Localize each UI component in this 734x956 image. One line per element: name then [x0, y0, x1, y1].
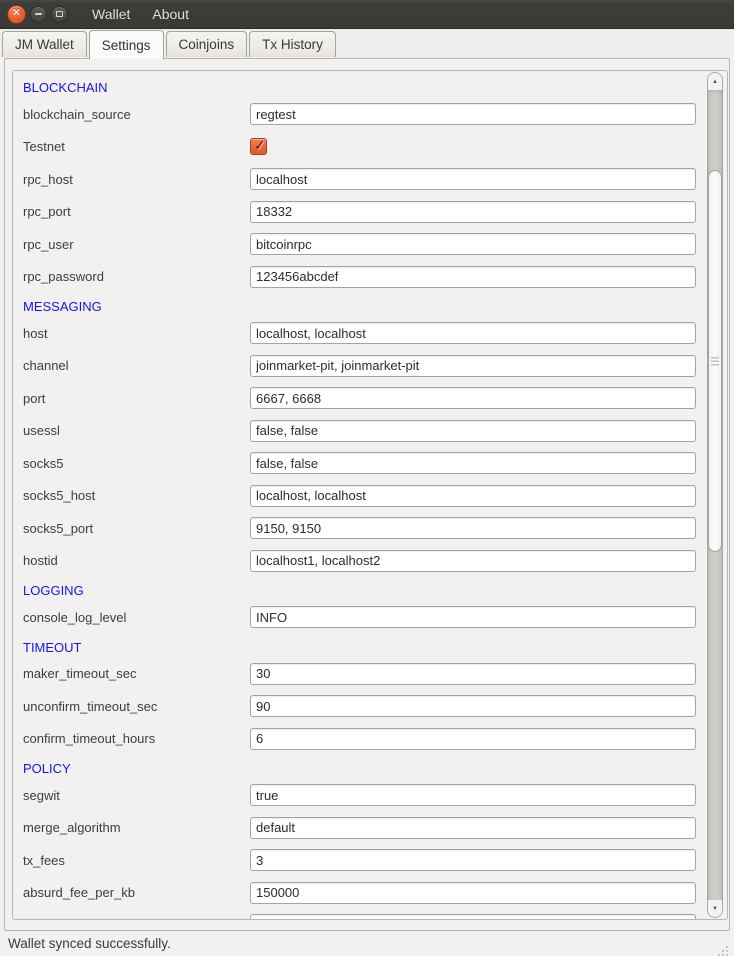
- setting-label-confirm-timeout-hours: confirm_timeout_hours: [23, 731, 156, 746]
- scroll-up-icon: ▲: [712, 78, 718, 85]
- setting-row-unconfirm-timeout-sec: [23, 695, 696, 717]
- setting-row-absurd-fee-per-kb: [23, 882, 696, 904]
- setting-input-merge-algorithm[interactable]: [250, 817, 696, 839]
- setting-row-maker-timeout-sec: [23, 663, 696, 685]
- menu-wallet[interactable]: Wallet: [92, 6, 131, 22]
- setting-label-rpc-user: rpc_user: [23, 236, 74, 252]
- setting-input-channel[interactable]: [250, 355, 696, 377]
- setting-row-confirm-timeout-hours: [23, 728, 696, 750]
- setting-input-socks5[interactable]: [250, 452, 696, 474]
- close-icon: ✕: [11, 7, 22, 19]
- close-button[interactable]: [7, 5, 26, 24]
- setting-label-socks5-port: socks5_port: [23, 520, 94, 536]
- setting-label-rpc-host: rpc_host: [23, 171, 73, 187]
- scroll-down-button[interactable]: [708, 900, 722, 917]
- setting-input-rpc-host[interactable]: [250, 168, 696, 190]
- setting-label-rpc-password: rpc_password: [23, 269, 104, 284]
- setting-row-tx-fees: [23, 849, 696, 871]
- section-header-messaging: MESSAGING: [23, 299, 102, 314]
- setting-row-host: [23, 322, 696, 344]
- settings-tab-pane: [4, 58, 730, 931]
- setting-input-rpc-user[interactable]: [250, 233, 696, 255]
- setting-row-socks5-port: [23, 517, 696, 539]
- setting-input-segwit[interactable]: [250, 784, 696, 806]
- setting-input-maker-timeout-sec[interactable]: [250, 663, 696, 685]
- window-buttons: [7, 5, 68, 24]
- menu-about[interactable]: About: [152, 6, 189, 22]
- setting-label-testnet: Testnet: [23, 139, 65, 154]
- status-bar: [0, 931, 734, 956]
- setting-row-port: [23, 387, 696, 409]
- setting-input-absurd-fee-per-kb[interactable]: [250, 882, 696, 904]
- setting-label-usessl: usessl: [23, 423, 60, 438]
- setting-row-testnet: [23, 136, 696, 158]
- setting-row-rpc-port: [23, 201, 696, 223]
- settings-form: [14, 71, 706, 919]
- scroll-down-icon: ▼: [712, 905, 718, 912]
- setting-label-absurd-fee-per-kb: absurd_fee_per_kb: [23, 885, 136, 900]
- setting-row-rpc-password: [23, 266, 696, 288]
- tab-jm-wallet[interactable]: JM Wallet: [2, 31, 87, 57]
- tab-tx-history[interactable]: Tx History: [249, 31, 336, 57]
- titlebar: [0, 0, 734, 29]
- setting-label-maker-timeout-sec: maker_timeout_sec: [23, 666, 137, 681]
- setting-row-partial: [23, 914, 696, 920]
- setting-input-unconfirm-timeout-sec[interactable]: [250, 695, 696, 717]
- scroll-up-button[interactable]: [708, 73, 722, 90]
- scrollbar-thumb[interactable]: [708, 170, 722, 552]
- setting-input-socks5-host[interactable]: [250, 485, 696, 507]
- setting-input-host[interactable]: [250, 322, 696, 344]
- setting-label-console-log-level: console_log_level: [23, 609, 127, 625]
- setting-input-hostid[interactable]: [250, 550, 696, 572]
- vertical-scrollbar[interactable]: [707, 72, 723, 918]
- checkbox-testnet[interactable]: [250, 138, 267, 155]
- resize-grip-icon[interactable]: [718, 946, 720, 948]
- menu-bar: [85, 2, 196, 26]
- setting-label-socks5-host: socks5_host: [23, 488, 96, 503]
- setting-label-socks5: socks5: [23, 455, 64, 471]
- setting-row-rpc-user: [23, 233, 696, 255]
- setting-row-usessl: [23, 420, 696, 442]
- section-header-timeout: TIMEOUT: [23, 639, 82, 655]
- tab-bar: [0, 29, 734, 58]
- setting-row-socks5: [23, 452, 696, 474]
- setting-row-merge-algorithm: [23, 817, 696, 839]
- setting-label-channel: channel: [23, 358, 69, 373]
- setting-row-console-log-level: [23, 606, 696, 628]
- setting-input-rpc-port[interactable]: [250, 201, 696, 223]
- setting-label-hostid: hostid: [23, 553, 58, 568]
- setting-input-tx-fees[interactable]: [250, 849, 696, 871]
- setting-label-segwit: segwit: [23, 787, 60, 803]
- setting-input-blockchain-source[interactable]: [250, 103, 696, 125]
- tab-settings[interactable]: Settings: [89, 30, 164, 59]
- setting-label-port: port: [23, 390, 46, 406]
- setting-row-hostid: [23, 550, 696, 572]
- setting-input-partial[interactable]: [250, 914, 696, 920]
- maximize-button[interactable]: [51, 6, 68, 23]
- scrollbar-grip-icon: [711, 357, 719, 366]
- setting-label-rpc-port: rpc_port: [23, 204, 71, 219]
- setting-row-blockchain-source: [23, 103, 696, 125]
- setting-input-port[interactable]: [250, 387, 696, 409]
- minimize-icon: [35, 13, 42, 15]
- minimize-button[interactable]: [30, 6, 47, 23]
- checkmark-icon: ✓: [253, 136, 266, 154]
- setting-label-host: host: [23, 325, 48, 341]
- setting-label-merge-algorithm: merge_algorithm: [23, 820, 121, 835]
- setting-input-usessl[interactable]: [250, 420, 696, 442]
- section-header-policy: POLICY: [23, 761, 71, 776]
- setting-label-tx-fees: tx_fees: [23, 852, 65, 868]
- status-message: Wallet synced successfully.: [8, 936, 171, 951]
- tab-coinjoins[interactable]: Coinjoins: [166, 31, 248, 57]
- settings-scroll-area: [12, 70, 728, 920]
- setting-row-socks5-host: [23, 485, 696, 507]
- setting-input-console-log-level[interactable]: [250, 606, 696, 628]
- maximize-icon: [56, 11, 63, 17]
- setting-label-blockchain-source: blockchain_source: [23, 106, 131, 122]
- setting-input-rpc-password[interactable]: [250, 266, 696, 288]
- setting-label-unconfirm-timeout-sec: unconfirm_timeout_sec: [23, 698, 158, 714]
- section-header-blockchain: BLOCKCHAIN: [23, 80, 108, 95]
- setting-row-segwit: [23, 784, 696, 806]
- setting-input-confirm-timeout-hours[interactable]: [250, 728, 696, 750]
- setting-row-rpc-host: [23, 168, 696, 190]
- section-header-logging: LOGGING: [23, 583, 84, 598]
- setting-row-channel: [23, 355, 696, 377]
- setting-input-socks5-port[interactable]: [250, 517, 696, 539]
